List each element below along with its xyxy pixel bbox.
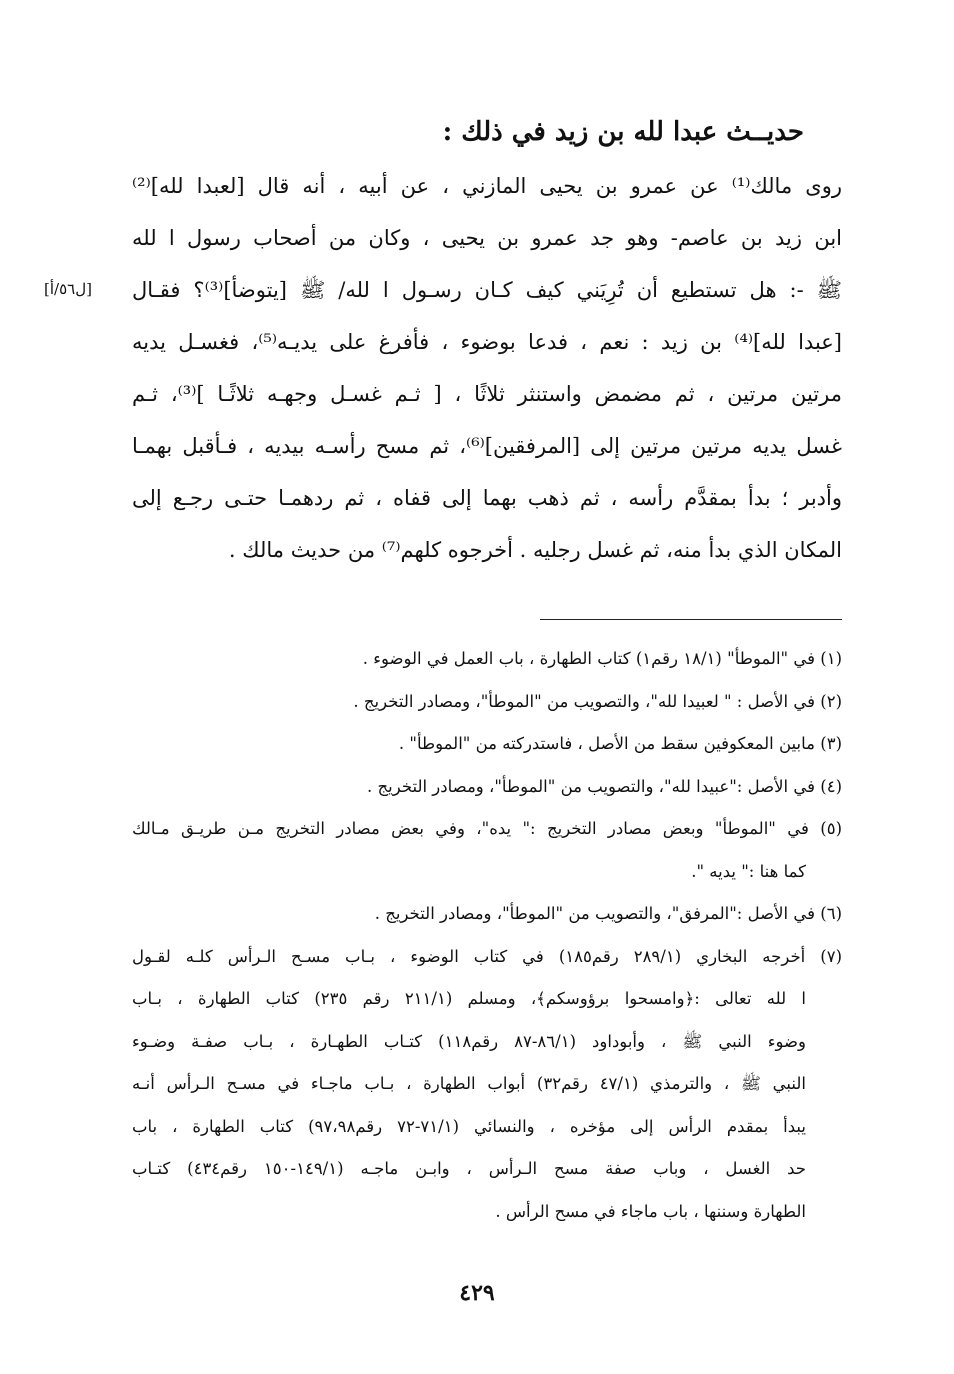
footnote-line: وضوء النبي ﷺ ، وأبوداود (٨٦/١-٨٧ رقم١١٨) كتـاب الطهـارة ، بـاب صفـة وضـوء bbox=[132, 1031, 807, 1051]
body-line: روى مالك⁽¹⁾ عن عمرو بن يحيى المازني ، عن أبيه ، أنه قال [لعبدا لله]⁽²⁾ bbox=[132, 174, 842, 198]
body-line: المكان الذي بدأ منه، ثم غسل رجليه . أخرجوه كلهم⁽⁷⁾ من حديث مالك . bbox=[228, 538, 842, 562]
body-line: ابن زيد بن عاصم- وهو جد عمرو بن يحيى ، وكان من أصحاب رسول ا لله bbox=[132, 226, 842, 250]
manuscript-folio-note: [ل٥٦/أ] bbox=[44, 280, 92, 298]
footnotes bbox=[132, 638, 842, 1233]
footnote-line: (٣) مابين المعكوفين سقط من الأصل ، فاستدركته من "الموطأ" . bbox=[398, 734, 842, 753]
footnote-line: (٢) في الأصل : " لعبيدا لله"، والتصويب من "الموطأ"، ومصادر التخريج . bbox=[353, 691, 842, 711]
body-line: [عبدا لله]⁽⁴⁾ بن زيد : نعم ، فدعا بوضوء ، فأفرغ على يديـه⁽⁵⁾، فغسـل يديه bbox=[132, 330, 842, 354]
footnote-line: حد الغسل ، وباب صفة مسح الـرأس ، وابـن ماجـه (١٤٩/١-١٥٠ رقم٤٣٤) كتـاب bbox=[132, 1159, 806, 1178]
footnote-line: الطهارة وسننها ، باب ماجاء في مسح الرأس . bbox=[495, 1201, 806, 1221]
footnote-separator bbox=[540, 619, 842, 620]
body-text bbox=[132, 160, 842, 576]
page-number: ٤٢٩ bbox=[459, 1280, 495, 1306]
body-line: ﷺ -: هل تستطيع أن تُرِيَني كيف كـان رسـول ا لله/ ﷺ [يتوضأ]⁽³⁾؟ فقـال bbox=[132, 278, 842, 302]
body-line: وأدبر ؛ بدأ بمقدَّم رأسه ، ثم ذهب بهما إلى قفاه ، ثم ردهمـا حتـى رجـع إلى bbox=[132, 486, 842, 510]
body-line: مرتين مرتين ، ثم مضمض واستنثر ثلاثًا ، [ ثـم غسـل وجهـه ثلاثًـا ]⁽³⁾، ثـم bbox=[132, 382, 842, 406]
section-heading: حديــث عبدا لله بن زيد في ذلك : bbox=[442, 117, 804, 147]
footnote-line: النبي ﷺ ، والترمذي (٤٧/١ رقم٣٢) أبواب الطهارة ، بـاب ماجـاء في مسـح الـرأس أنـه bbox=[132, 1074, 806, 1093]
footnote-line: (٤) في الأصل :"عبيدا لله"، والتصويب من "الموطأ"، ومصادر التخريج . bbox=[366, 776, 842, 796]
footnote-line: (٧) أخرجه البخاري (٢٨٩/١ رقم١٨٥) في كتاب الوضوء ، بـاب مسـح الـرأس كلـه لقـول bbox=[132, 946, 842, 966]
footnote-line: (١) في "الموطأ" (١٨/١ رقم١) كتاب الطهارة ، باب العمل في الوضوء . bbox=[362, 649, 842, 668]
footnote-line: (٦) في الأصل :"المرفق"، والتصويب من "الموطأ"، ومصادر التخريج . bbox=[374, 904, 842, 923]
footnote-line: (٥) في "الموطأ" وبعض مصادر التخريج :" يده"، وفي بعض مصادر التخريج مـن طريـق مـالك bbox=[132, 819, 842, 838]
footnote-line: يبدأ بمقدم الرأس إلى مؤخره ، والنسائي (٧١/١-٧٢ رقم٩٧،٩٨) كتاب الطهارة ، باب bbox=[132, 1116, 806, 1136]
footnote-line: ا لله تعالى :﴿وامسحوا برؤوسكم﴾، ومسلم (٢١١/١ رقم ٢٣٥) كتاب الطهارة ، بـاب bbox=[132, 989, 806, 1008]
body-line: غسل يديه مرتين مرتين إلى [المرفقين]⁽⁶⁾، ثم مسح رأسـه بيديه ، فـأقبل بهمـا bbox=[132, 434, 842, 458]
footnote-line: كما هنا :" يديه ". bbox=[691, 861, 806, 881]
